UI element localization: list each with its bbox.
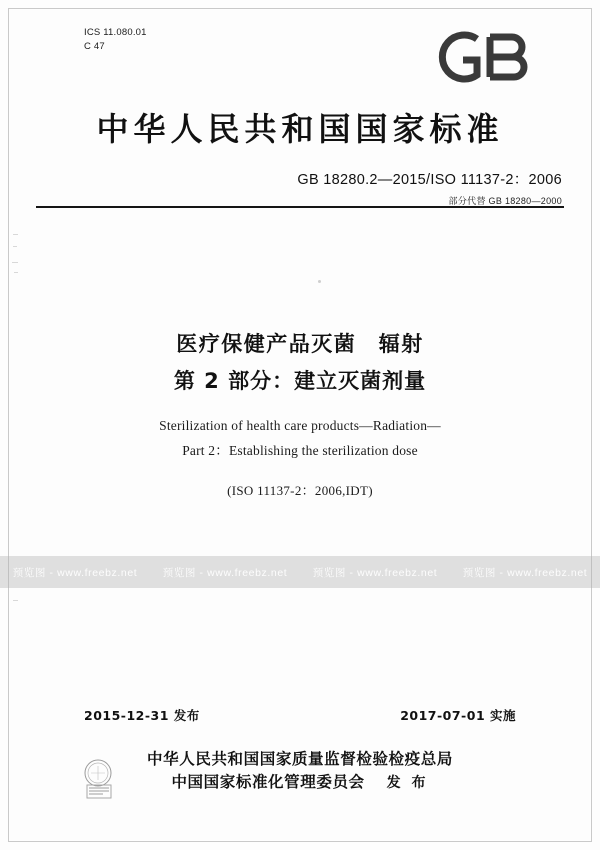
publisher-line1: 中华人民共和国国家质量监督检验检疫总局	[147, 750, 453, 768]
scan-artifact	[318, 280, 321, 283]
title-english	[0, 414, 600, 464]
ccs-code: C 47	[84, 40, 105, 52]
publish-date: 2015-12-31 发布	[84, 708, 200, 723]
watermark-text: 预览图 - www.freebz.net	[162, 566, 288, 579]
watermark-strip	[0, 556, 600, 588]
title-english-line2: Part 2：Establishing the sterilization dose	[182, 442, 418, 458]
page-title: 中华人民共和国国家标准	[96, 110, 504, 148]
watermark-text: 预览图 - www.freebz.net	[462, 566, 588, 579]
ics-code: ICS 11.080.01	[84, 27, 147, 38]
standard-number: GB 18280.2—2015/ISO 11137-2：2006	[297, 172, 562, 188]
scan-artifact	[14, 272, 18, 273]
title-chinese	[0, 326, 600, 400]
ics-classification	[84, 26, 147, 54]
iso-equivalence: (ISO 11137-2：2006,IDT)	[227, 483, 373, 498]
watermark-text: 预览图 - www.freebz.net	[12, 566, 138, 579]
publisher-block	[0, 748, 600, 795]
gb-logo-icon	[432, 26, 540, 88]
publisher-line2-wrap	[171, 771, 428, 794]
standard-number-block	[297, 168, 562, 207]
publisher-line2: 中国国家标准化管理委员会	[171, 773, 365, 792]
title-chinese-line1: 医疗保健产品灭菌 辐射	[176, 332, 424, 356]
effective-date: 2017-07-01 实施	[400, 708, 516, 723]
scan-artifact	[13, 246, 17, 247]
scan-artifact	[13, 600, 18, 601]
title-english-line1: Sterilization of health care products—Radiation—	[159, 418, 441, 433]
scan-artifact	[12, 262, 18, 263]
title-chinese-line2: 第 2 部分：建立灭菌剂量	[173, 368, 427, 393]
date-row	[84, 706, 516, 724]
replaces-note: 部分代替 GB 18280—2000	[448, 196, 562, 206]
publisher-suffix: 发 布	[386, 775, 429, 792]
scan-artifact	[13, 234, 18, 235]
divider	[36, 206, 564, 208]
watermark-text: 预览图 - www.freebz.net	[312, 566, 438, 579]
